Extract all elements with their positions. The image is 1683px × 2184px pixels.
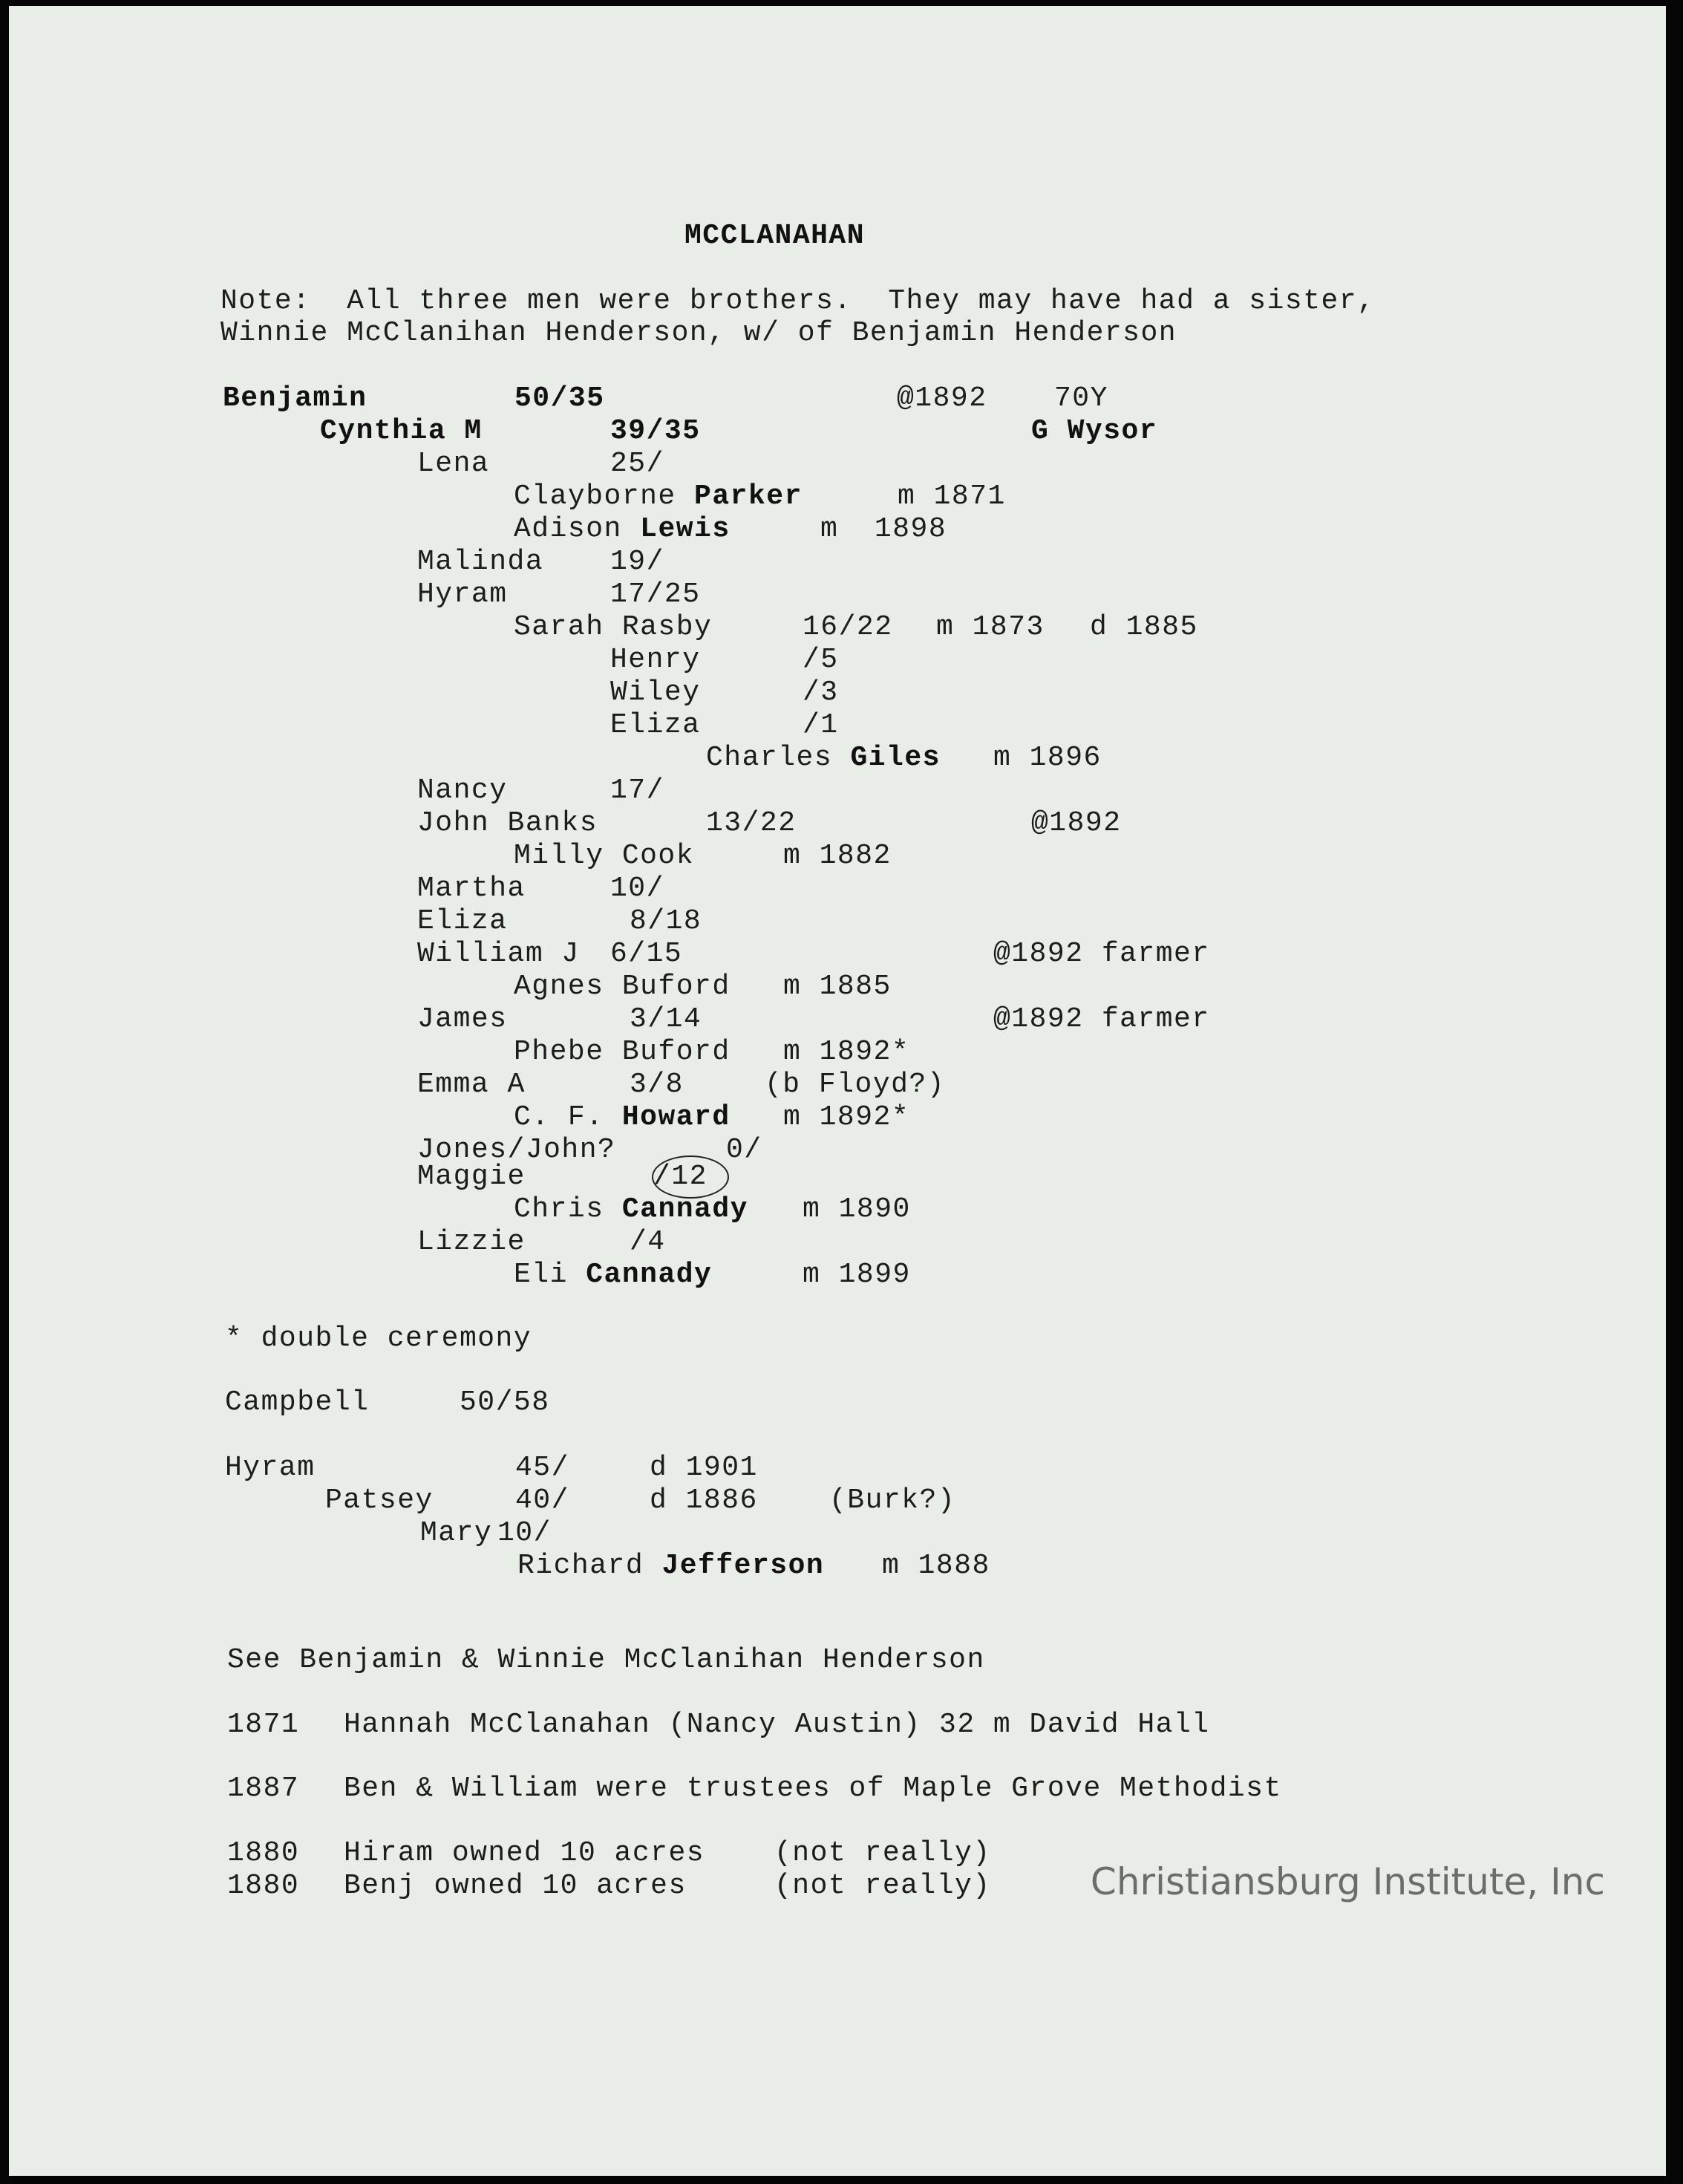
entry-age: 0/ (726, 1134, 762, 1166)
death: d 1885 (1090, 611, 1198, 643)
note-line-2: Winnie McClanihan Henderson, w/ of Benjamin Henderson (220, 317, 1177, 349)
entry-name: James (417, 1003, 508, 1035)
entry-name: Lizzie (417, 1226, 526, 1258)
entry-note: (b Floyd?) (765, 1069, 946, 1101)
entry-name: William J (417, 938, 580, 970)
entry-age: 10/ (610, 873, 664, 904)
entry-age: /5 (803, 644, 839, 676)
entry-name: John Banks (417, 807, 598, 839)
entry-age: /4 (630, 1226, 666, 1258)
note-line-1: Note: All three men were brothers. They may have had a sister, (220, 285, 1376, 317)
entry-age: 3/8 (630, 1069, 684, 1101)
entry-age: 17/ (610, 775, 664, 806)
event-year: 1880 (227, 1837, 300, 1869)
event-note: (not really) (774, 1837, 991, 1869)
entry-extra: G Wysor (1031, 415, 1158, 447)
entry-age: /3 (803, 677, 839, 708)
entry-age: /12 (653, 1161, 707, 1193)
spouse-row (514, 1193, 748, 1226)
entry-name: Nancy (417, 775, 508, 806)
spouse-row (514, 480, 803, 513)
spouse-last: Giles (850, 742, 941, 774)
entry-name: Cynthia M (320, 415, 483, 447)
marriage: m 1873 (936, 611, 1045, 643)
entry-age: /1 (803, 709, 839, 741)
spouse-row (514, 1101, 731, 1134)
entry-age: 50/58 (460, 1386, 550, 1418)
marriage: m 1892* (783, 1036, 910, 1068)
marriage: m 1885 (783, 971, 892, 1003)
entry-name: Martha (417, 873, 526, 904)
entry-name: Benjamin (223, 382, 367, 414)
entry-note: @1892 farmer (993, 938, 1210, 970)
entry-name: Lena (417, 448, 490, 480)
entry-name: Hyram (417, 578, 508, 610)
watermark: Christiansburg Institute, Inc (1090, 1860, 1605, 1903)
entry-name: Mary (420, 1517, 493, 1549)
death: d 1886 (650, 1484, 758, 1516)
event-text: Hiram owned 10 acres (344, 1837, 705, 1869)
entry-name: Maggie (417, 1161, 526, 1193)
event-year: 1880 (227, 1870, 300, 1902)
entry-note: @1892 (897, 382, 987, 414)
entry-name: Phebe Buford (514, 1036, 731, 1068)
spouse-last: Jefferson (661, 1550, 825, 1582)
entry-name: Emma A (417, 1069, 526, 1101)
event-note: (not really) (774, 1870, 991, 1902)
entry-name: Milly Cook (514, 840, 695, 872)
event-year: 1887 (227, 1773, 300, 1805)
entry-age: 13/22 (706, 807, 797, 839)
entry-name: Hyram (225, 1452, 316, 1484)
marriage: m 1896 (993, 742, 1102, 774)
marriage: m 1892* (783, 1101, 910, 1133)
spouse-row (514, 513, 731, 546)
entry-age: 17/25 (610, 578, 701, 610)
see-also: See Benjamin & Winnie McClanihan Henderson (227, 1644, 985, 1676)
entry-name: Patsey (325, 1484, 434, 1516)
entry-name: Eliza (610, 709, 701, 741)
spouse-first: Charles (706, 742, 833, 774)
entry-age: 16/22 (803, 611, 893, 643)
page-title: MCCLANAHAN (684, 220, 866, 252)
entry-name: Wiley (610, 677, 701, 708)
entry-note: @1892 (1031, 807, 1122, 839)
entry-age: 25/ (610, 448, 664, 480)
spouse-first: Eli (514, 1259, 568, 1291)
entry-age: 10/ (497, 1517, 552, 1549)
entry-age: 40/ (515, 1484, 569, 1516)
entry-name: Campbell (225, 1386, 370, 1418)
spouse-last: Cannady (621, 1193, 748, 1225)
spouse-row (706, 742, 941, 775)
entry-age: 50/35 (514, 382, 605, 414)
handwritten-circle (652, 1155, 729, 1199)
entry-name: Sarah Rasby (514, 611, 713, 643)
entry-name: Agnes Buford (514, 971, 731, 1003)
marriage: m 1871 (898, 480, 1006, 512)
footnote: * double ceremony (225, 1323, 532, 1355)
event-year: 1871 (227, 1709, 300, 1741)
marriage: m 1888 (882, 1550, 990, 1582)
entry-age: 8/18 (630, 905, 702, 937)
marriage: m 1898 (820, 513, 947, 545)
event-text: Hannah McClanahan (Nancy Austin) 32 m David Hall (344, 1709, 1210, 1741)
spouse-first: Richard (517, 1550, 644, 1582)
marriage: m 1882 (783, 840, 892, 872)
entry-age: 45/ (515, 1452, 569, 1484)
spouse-first: Chris (514, 1193, 604, 1225)
entry-age: 19/ (610, 546, 664, 578)
entry-note: (Burk?) (829, 1484, 956, 1516)
spouse-last: Cannady (586, 1259, 713, 1291)
marriage: m 1890 (803, 1193, 911, 1225)
entry-age: 6/15 (610, 938, 683, 970)
entry-name: Jones/John? (417, 1134, 616, 1166)
marriage: m 1899 (803, 1259, 911, 1291)
spouse-last: Howard (621, 1101, 731, 1133)
spouse-row (514, 1259, 712, 1291)
spouse-last: Lewis (640, 513, 731, 545)
entry-note: @1892 farmer (993, 1003, 1210, 1035)
entry-extra: 70Y (1054, 382, 1108, 414)
spouse-row (517, 1550, 824, 1582)
entry-name: Henry (610, 644, 701, 676)
spouse-first: C. F. (514, 1101, 604, 1133)
spouse-last: Parker (694, 480, 803, 512)
entry-name: Eliza (417, 905, 508, 937)
event-text: Ben & William were trustees of Maple Grove Methodist (344, 1773, 1282, 1805)
death: d 1901 (650, 1452, 758, 1484)
spouse-first: Adison (514, 513, 622, 545)
entry-age: 3/14 (630, 1003, 702, 1035)
spouse-first: Clayborne (514, 480, 676, 512)
entry-name: Malinda (417, 546, 544, 578)
entry-age: 39/35 (610, 415, 701, 447)
event-text: Benj owned 10 acres (344, 1870, 687, 1902)
